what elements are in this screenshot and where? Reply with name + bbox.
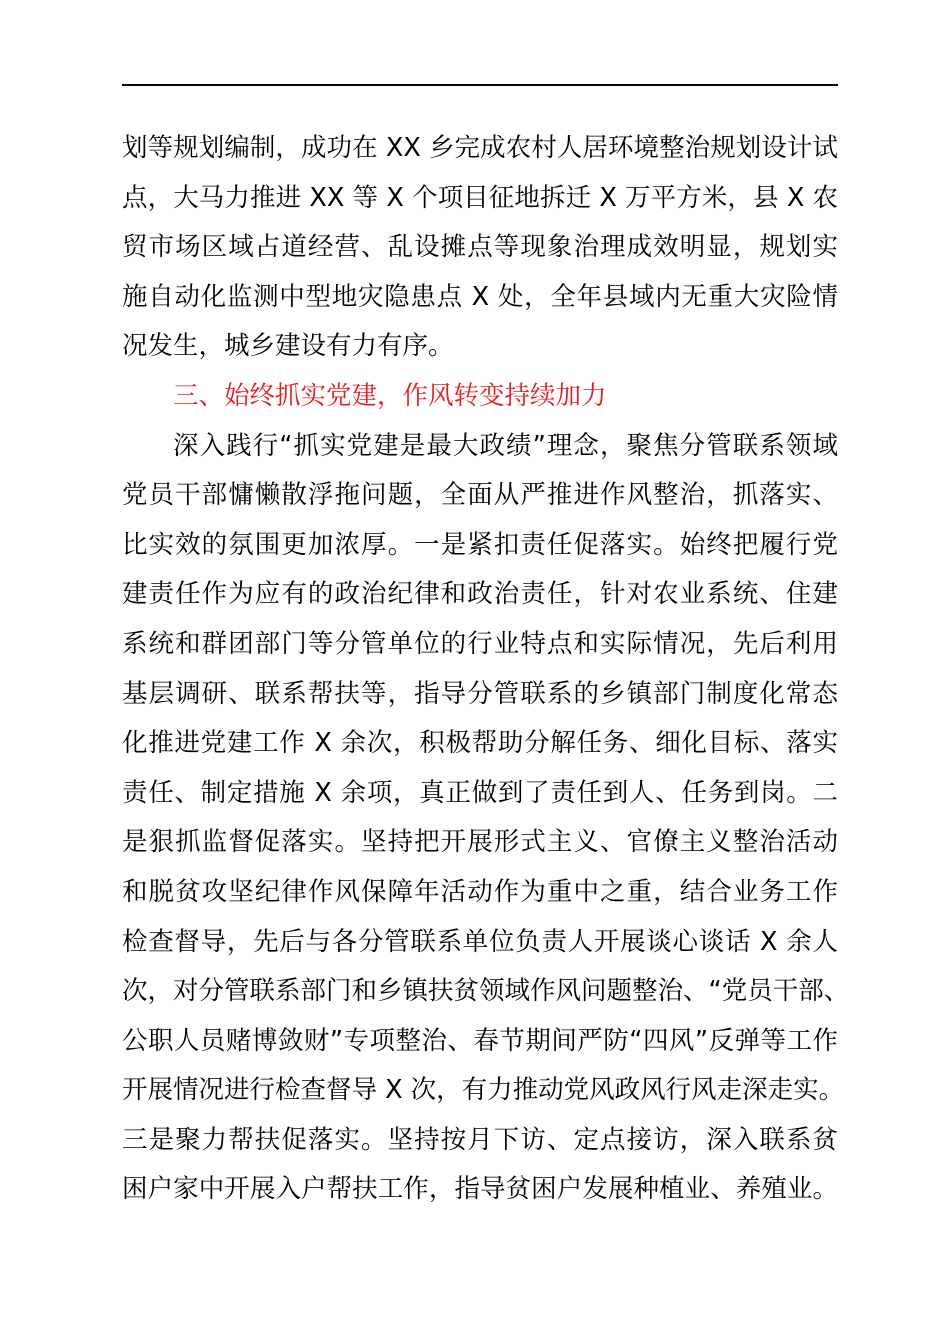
- paragraph-line: 公职人员赌博敛财”专项整治、春节期间严防“四风”反弹等工作: [122, 1025, 838, 1056]
- paragraph-line: 点，大马力推进 XX 等 X 个项目征地拆迁 X 万平方米，县 X 农: [122, 182, 838, 213]
- paragraph-line: 况发生，城乡建设有力有序。: [122, 331, 454, 362]
- paragraph-line: 基层调研、联系帮扶等，指导分管联系的乡镇部门制度化常态: [122, 678, 838, 709]
- paragraph-line: 化推进党建工作 X 余次，积极帮助分解任务、细化目标、落实: [122, 728, 838, 759]
- paragraph-line: 施自动化监测中型地灾隐患点 X 处，全年县域内无重大灾险情: [122, 281, 838, 312]
- paragraph-line: 系统和群团部门等分管单位的行业特点和实际情况，先后利用: [122, 628, 838, 659]
- document-body: [122, 124, 850, 1215]
- paragraph-line: 划等规划编制，成功在 XX 乡完成农村人居环境整治规划设计试: [122, 133, 838, 163]
- paragraph-line: 困户家中开展入户帮扶工作，指导贫困户发展种植业、养殖业。: [122, 1174, 838, 1205]
- paragraph-line: 三是聚力帮扶促落实。坚持按月下访、定点接访，深入联系贫: [122, 1124, 838, 1155]
- paragraph-line: 建责任作为应有的政治纪律和政治责任，针对农业系统、住建: [122, 579, 838, 610]
- paragraph-line: 比实效的氛围更加浓厚。一是紧扣责任促落实。始终把履行党: [122, 529, 838, 560]
- paragraph-line: 和脱贫攻坚纪律作风保障年活动作为重中之重，结合业务工作: [122, 876, 838, 907]
- paragraph-line: 党员干部慵懒散浮拖问题，全面从严推进作风整治，抓落实、: [122, 480, 838, 511]
- paragraph-line: 责任、制定措施 X 余项，真正做到了责任到人、任务到岗。二: [122, 777, 838, 808]
- paragraph-line: 检查督导，先后与各分管联系单位负责人开展谈心谈话 X 余人: [122, 926, 838, 957]
- paragraph-line: 是狠抓监督促落实。坚持把开展形式主义、官僚主义整治活动: [122, 827, 838, 858]
- paragraph-line: 深入践行“抓实党建是最大政绩”理念，聚焦分管联系领域: [173, 430, 838, 461]
- paragraph-line: 贸市场区域占道经营、乱设摊点等现象治理成效明显，规划实: [122, 232, 838, 263]
- paragraph-line: 开展情况进行检查督导 X 次，有力推动党风政风行风走深走实。: [122, 1075, 845, 1106]
- section-heading: 三、始终抓实党建，作风转变持续加力: [173, 380, 607, 411]
- header-rule: [122, 84, 838, 86]
- paragraph-line: 次，对分管联系部门和乡镇扶贫领域作风问题整治、“党员干部、: [122, 976, 850, 1007]
